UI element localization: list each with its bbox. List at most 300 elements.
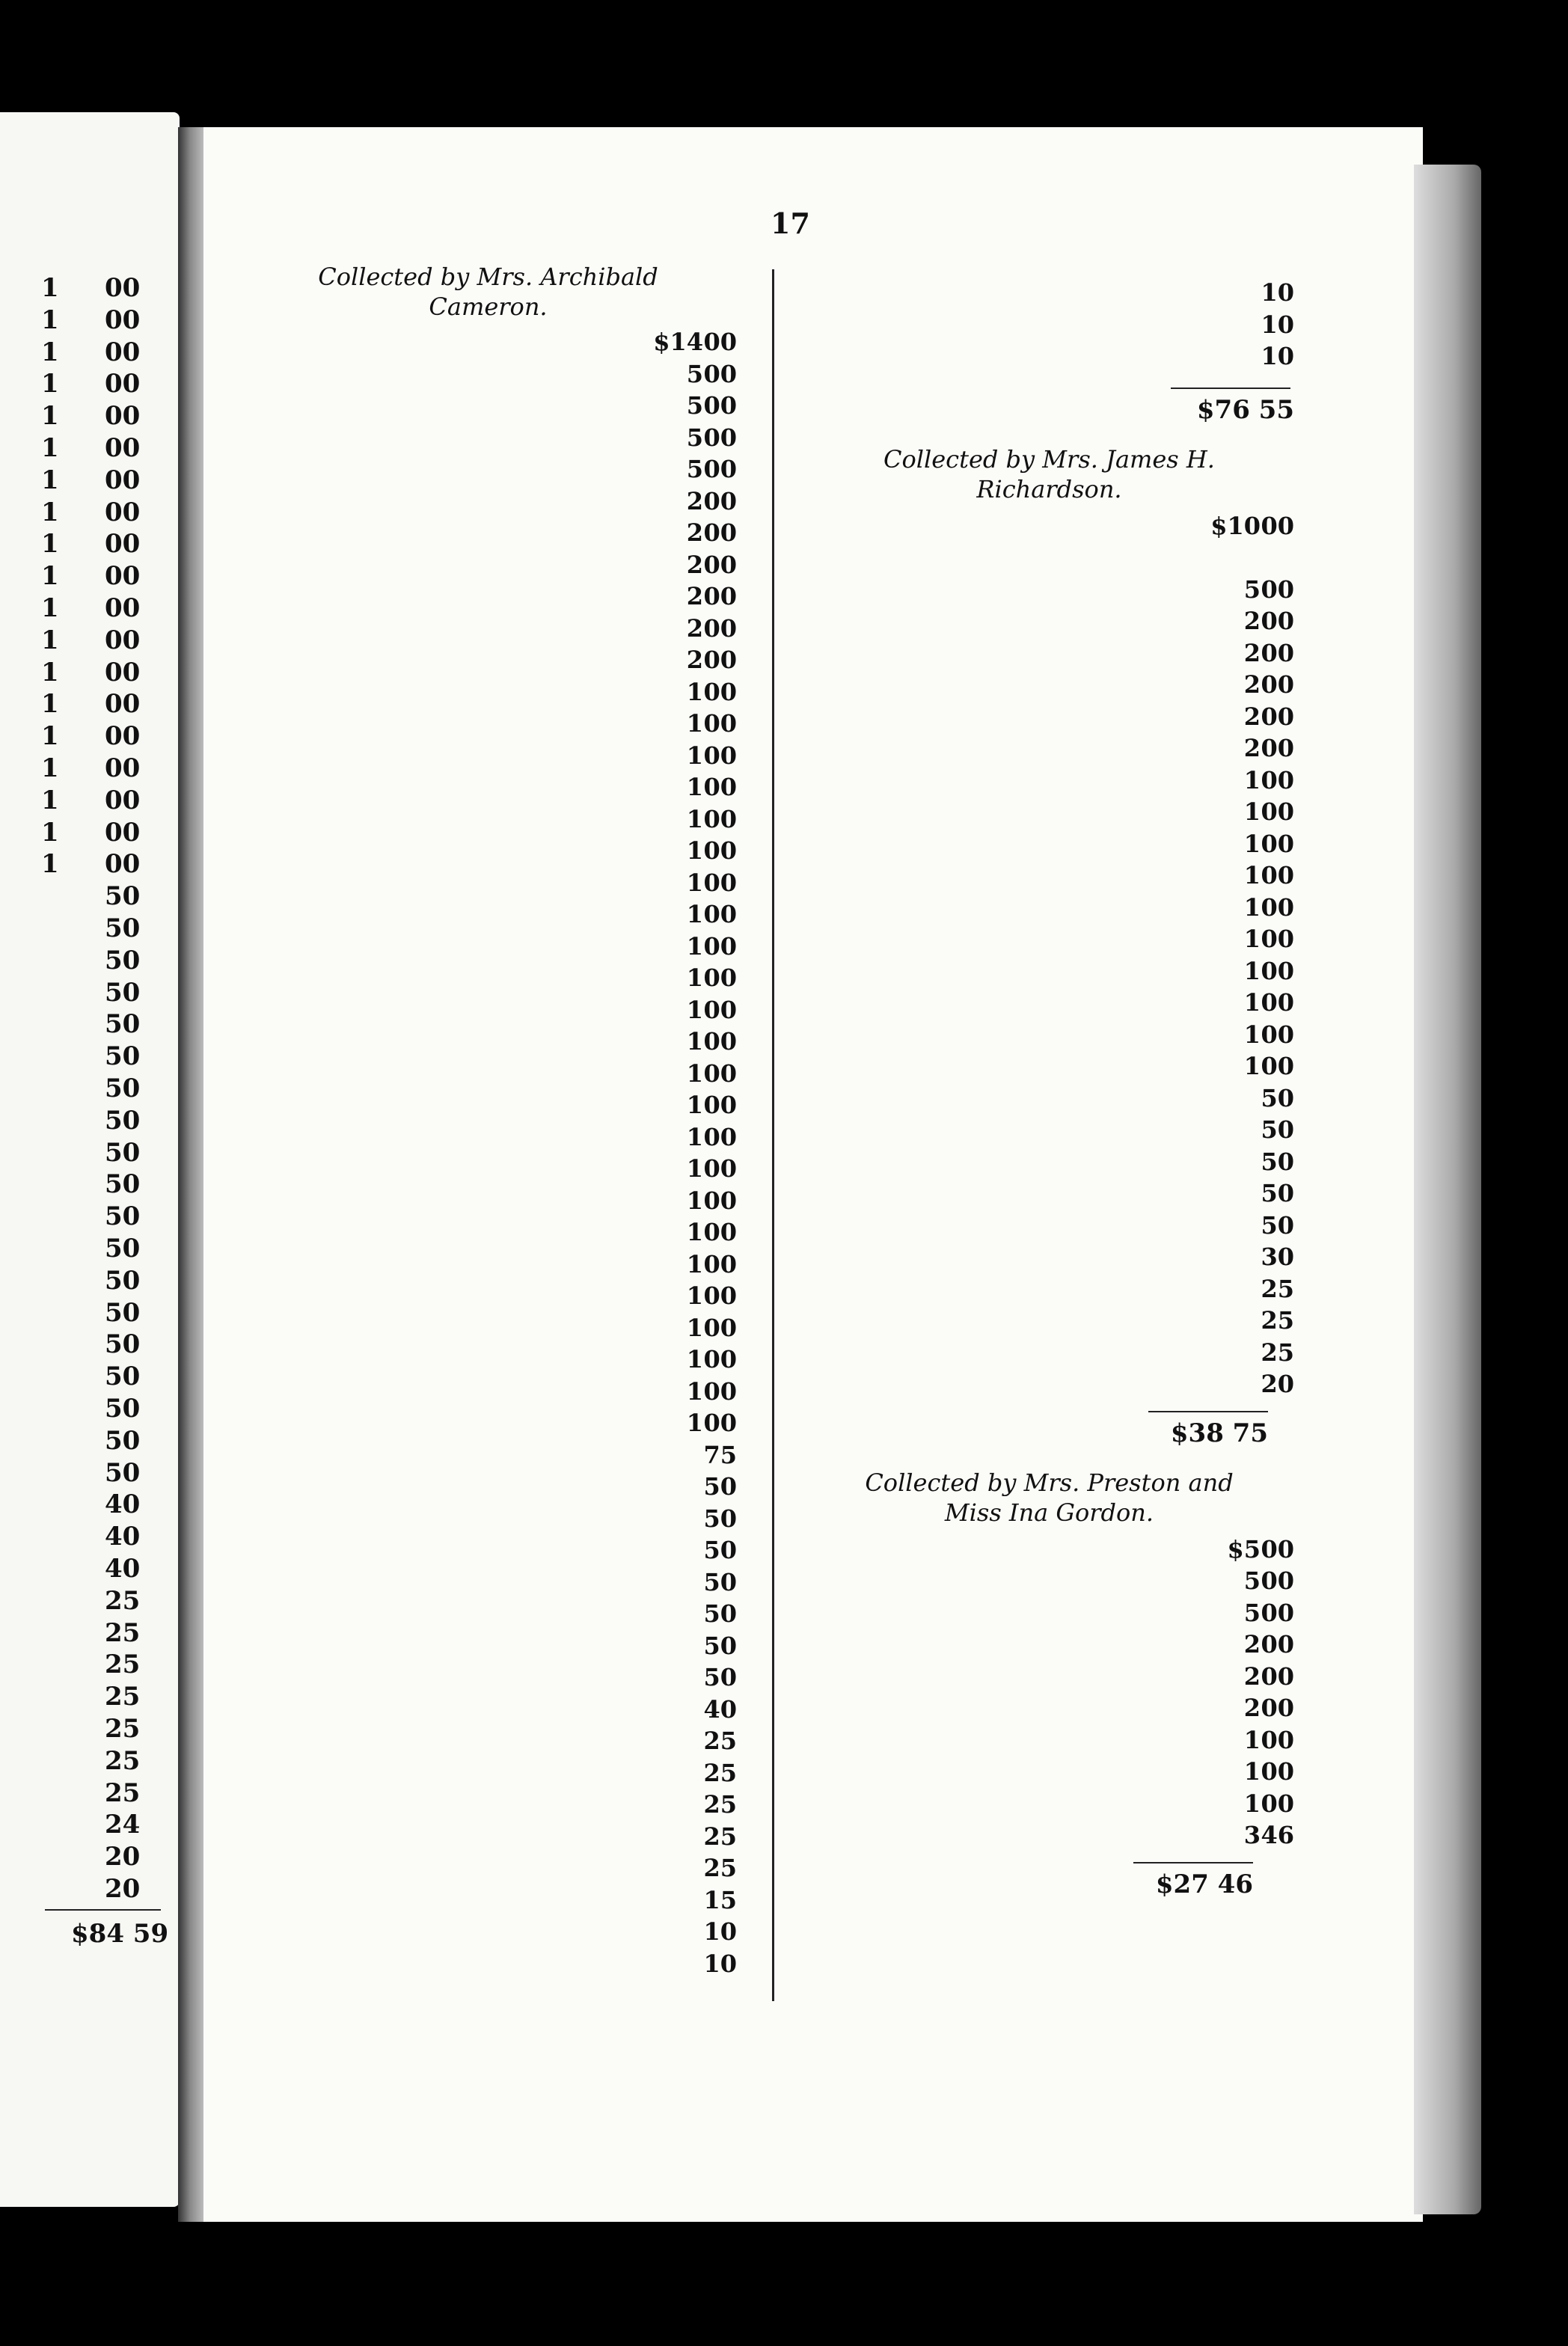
left-amount-cents: 50: [105, 1041, 141, 1072]
left-amount-row: [0, 978, 172, 1009]
amount-cents: 00: [703, 677, 737, 706]
contributor-row: [239, 1153, 737, 1185]
contributor-row: [804, 309, 1294, 341]
left-amount-cents: 50: [105, 881, 141, 912]
amount-dollars: 1: [686, 995, 703, 1024]
left-amount-cents: 25: [105, 1682, 141, 1712]
amount-cents: 00: [1261, 925, 1294, 953]
amount-cents: 50: [1261, 1083, 1294, 1112]
contributor-row: [804, 1692, 1294, 1724]
contributor-row: [239, 931, 737, 963]
left-amount-cents: 00: [105, 273, 141, 303]
left-amount-cents: 50: [105, 945, 141, 976]
amount-dollars: 1: [686, 677, 703, 706]
amount-cents: 50: [703, 1472, 737, 1501]
left-amount-row: [0, 1874, 172, 1905]
amount-dollars: 2: [1243, 638, 1261, 667]
left-amount-cents: 00: [105, 753, 141, 783]
amount-cents: 00: [1261, 1534, 1294, 1564]
amount-cents: 00: [1261, 892, 1294, 922]
left-amount-cents: 00: [105, 849, 141, 880]
amount-cents: 50: [1261, 1210, 1294, 1240]
amount-cents: 00: [703, 1281, 737, 1310]
left-amount-row: [0, 1138, 172, 1169]
contributor-row: [239, 1058, 737, 1090]
amount-cents: 00: [1261, 988, 1294, 1017]
amount-cents: 00: [703, 359, 737, 388]
amount-cents: 00: [1261, 1630, 1294, 1659]
left-amount-row: [0, 1778, 172, 1810]
amount-dollars: 1: [686, 1186, 703, 1215]
left-amount-row: [0, 849, 172, 880]
left-amount-cents: 50: [105, 1457, 141, 1488]
amount-cents: 50: [703, 1631, 737, 1660]
amount-dollars: 5: [1243, 575, 1261, 604]
amount-cents: 25: [703, 1854, 737, 1882]
left-amount-cents: 00: [105, 369, 141, 399]
contributor-row: [239, 708, 737, 740]
contributor-row: [804, 1050, 1294, 1082]
amount-cents: 00: [703, 709, 737, 738]
contributor-row: [804, 605, 1294, 637]
amount-dollars: 5: [686, 423, 703, 452]
contributor-row: [239, 1407, 737, 1439]
amount-cents: 10: [703, 1917, 737, 1946]
contributor-row: [239, 994, 737, 1026]
amount-cents: 00: [703, 931, 737, 961]
amount-cents: 00: [1261, 1725, 1294, 1754]
amount-cents: 00: [1261, 1789, 1294, 1818]
amount-cents: 00: [1261, 734, 1294, 762]
left-amount-cents: 00: [105, 817, 141, 848]
left-amount-dollars: 1: [41, 433, 59, 463]
left-amount-dollars: 1: [41, 561, 59, 592]
left-amount-dollars: 1: [41, 785, 59, 815]
left-amount-row: [0, 1106, 172, 1137]
left-amount-dollars: 1: [41, 721, 59, 752]
amount-cents: 00: [1261, 829, 1294, 858]
left-amount-row: [0, 1041, 172, 1073]
section-heading-preston-gordon: [804, 1468, 1294, 1528]
left-amount-dollars: 1: [41, 593, 59, 623]
contributor-row: [804, 1629, 1294, 1661]
left-amount-row: [0, 1074, 172, 1105]
left-amount-row: [0, 1682, 172, 1713]
amount-cents: 00: [1261, 765, 1294, 794]
left-amount-row: [0, 401, 172, 432]
contributor-row: [239, 1249, 737, 1281]
heading-line-2: Cameron.: [429, 293, 548, 321]
amount-cents: 00: [703, 836, 737, 865]
contributor-row: [804, 1534, 1294, 1566]
left-amount-cents: 00: [105, 433, 141, 463]
amount-dollars: 2: [686, 550, 703, 579]
amount-dollars: 3: [1243, 1821, 1261, 1849]
left-amount-row: [0, 337, 172, 369]
left-amount-row: [0, 1554, 172, 1585]
left-amount-cents: 50: [105, 1362, 141, 1392]
contributor-row: [804, 510, 1294, 542]
left-amount-row: [0, 305, 172, 337]
left-amount-row: [0, 1201, 172, 1233]
left-amount-cents: 00: [105, 465, 141, 495]
left-amount-row: [0, 1009, 172, 1041]
left-amount-cents: 20: [105, 1874, 141, 1904]
contributor-row: [804, 1597, 1294, 1629]
amount-dollars: 1: [686, 964, 703, 992]
contributor-row: [804, 1756, 1294, 1788]
amount-cents: 00: [1261, 1566, 1294, 1595]
contributor-row: [239, 549, 737, 581]
left-amount-cents: 20: [105, 1842, 141, 1872]
amount-dollars: 1: [686, 709, 703, 738]
amount-cents: 50: [703, 1536, 737, 1564]
amount-cents: 10: [703, 1949, 737, 1978]
left-amount-row: [0, 689, 172, 720]
left-total-rule: [45, 1909, 161, 1911]
left-amount-cents: 50: [105, 1425, 141, 1456]
heading-line-1: Collected by Mrs. James H.: [883, 444, 1215, 474]
amount-cents: 00: [703, 741, 737, 770]
amount-dollars: 1: [686, 836, 703, 865]
contributor-row: [239, 867, 737, 899]
amount-dollars: 5: [1243, 1566, 1261, 1595]
contributor-row: [239, 1948, 737, 1980]
amount-dollars: 1: [1243, 988, 1261, 1017]
left-amount-dollars: 1: [41, 273, 59, 303]
contributor-row: [804, 637, 1294, 670]
contributor-row: [804, 1082, 1294, 1115]
left-amount-row: [0, 1586, 172, 1617]
contributor-row: [804, 955, 1294, 987]
contributor-row: [804, 1788, 1294, 1820]
amount-cents: 30: [1261, 1243, 1294, 1271]
amount-cents: 10: [1261, 342, 1294, 370]
amount-dollars: 1: [686, 1249, 703, 1278]
contributor-row: [239, 1344, 737, 1376]
contributor-row: [239, 517, 737, 549]
left-page-total: $84 59: [71, 1919, 169, 1949]
left-amount-row: [0, 658, 172, 689]
amount-dollars: 2: [1243, 734, 1261, 762]
left-amount-dollars: 1: [41, 689, 59, 720]
contributor-row: [804, 1565, 1294, 1597]
left-amount-row: [0, 913, 172, 945]
amount-cents: 00: [1261, 511, 1294, 540]
contributor-row: [804, 796, 1294, 828]
amount-dollars: $10: [1210, 511, 1261, 540]
amount-cents: 00: [703, 328, 737, 356]
amount-dollars: 1: [686, 1154, 703, 1183]
left-amount-row: [0, 273, 172, 304]
left-amount-cents: 24: [105, 1810, 141, 1840]
left-amount-cents: 50: [105, 977, 141, 1008]
contributor-row: [804, 277, 1294, 309]
amount-cents: 00: [703, 1218, 737, 1246]
contributor-row: [804, 987, 1294, 1019]
amount-cents: 25: [703, 1822, 737, 1851]
left-amount-dollars: 1: [41, 497, 59, 527]
left-amount-row: [0, 785, 172, 817]
left-amount-row: [0, 1746, 172, 1777]
contributor-row: [239, 422, 737, 454]
amount-cents: 00: [703, 1409, 737, 1437]
amount-cents: 00: [703, 486, 737, 515]
amount-dollars: 1: [686, 868, 703, 897]
contributor-row: [239, 358, 737, 391]
amount-cents: 50: [703, 1663, 737, 1691]
left-amount-dollars: 1: [41, 529, 59, 560]
contributor-row: [804, 1114, 1294, 1146]
left-amount-row: [0, 1522, 172, 1553]
left-amount-cents: 00: [105, 304, 141, 335]
contributor-row: [239, 1630, 737, 1662]
left-amount-row: [0, 561, 172, 592]
left-amount-cents: 00: [105, 625, 141, 655]
left-amount-cents: 50: [105, 1009, 141, 1040]
amount-dollars: 1: [1243, 765, 1261, 794]
amount-dollars: 5: [1243, 1598, 1261, 1627]
amount-cents: 00: [703, 1027, 737, 1056]
contributor-row: [239, 486, 737, 518]
left-amount-dollars: 1: [41, 465, 59, 495]
contributor-row: [804, 1724, 1294, 1757]
left-amount-dollars: 1: [41, 337, 59, 367]
left-amount-row: [0, 465, 172, 497]
amount-cents: 25: [1261, 1274, 1294, 1303]
left-amount-row: [0, 818, 172, 849]
amount-dollars: 1: [1243, 925, 1261, 953]
amount-cents: 00: [703, 550, 737, 579]
amount-cents: 00: [703, 1186, 737, 1215]
amount-dollars: 1: [1243, 1052, 1261, 1080]
amount-cents: 50: [703, 1599, 737, 1628]
left-amount-cents: 50: [105, 913, 141, 943]
left-amount-cents: 25: [105, 1777, 141, 1808]
contributor-row: [239, 1852, 737, 1884]
contributor-row: [239, 803, 737, 836]
amount-cents: 00: [703, 1122, 737, 1151]
section-heading-archibald-cameron: [239, 262, 737, 322]
amount-cents: 10: [1261, 278, 1294, 307]
amount-cents: 10: [1261, 310, 1294, 339]
contributor-row: [804, 542, 1294, 574]
left-amount-cents: 00: [105, 593, 141, 623]
amount-cents: 00: [703, 1313, 737, 1342]
contributor-row: [804, 892, 1294, 924]
left-amount-row: [0, 1489, 172, 1521]
contributor-row: [239, 1503, 737, 1535]
contributor-row: [804, 860, 1294, 892]
left-amount-row: [0, 1842, 172, 1873]
amount-cents: 00: [703, 455, 737, 483]
amount-cents: 00: [703, 391, 737, 420]
amount-cents: 20: [1261, 1370, 1294, 1398]
amount-cents: 00: [1261, 638, 1294, 667]
amount-cents: 40: [703, 1694, 737, 1724]
amount-cents: 46: [1261, 1821, 1294, 1849]
amount-dollars: 1: [686, 1091, 703, 1119]
amount-cents: 00: [703, 1059, 737, 1088]
amount-dollars: 5: [686, 391, 703, 420]
contributor-row: [239, 1884, 737, 1917]
left-amount-cents: 50: [105, 1297, 141, 1328]
left-amount-row: [0, 1426, 172, 1457]
contributor-row: [804, 1337, 1294, 1369]
amount-cents: 25: [1261, 1338, 1294, 1367]
section-total-3: $27 46: [1155, 1869, 1253, 1899]
column-2: [804, 277, 1294, 1899]
left-amount-dollars: 1: [41, 657, 59, 687]
left-amount-cents: 25: [105, 1745, 141, 1776]
amount-cents: 50: [1261, 1179, 1294, 1207]
amount-cents: 00: [703, 995, 737, 1024]
left-amount-row: [0, 433, 172, 465]
contributor-row: [804, 1661, 1294, 1693]
amount-dollars: 2: [1243, 1662, 1261, 1691]
left-amount-row: [0, 1329, 172, 1361]
left-amount-dollars: 1: [41, 401, 59, 432]
left-amount-cents: 25: [105, 1714, 141, 1744]
left-amount-row: [0, 721, 172, 753]
left-amount-cents: 40: [105, 1522, 141, 1552]
amount-cents: 00: [1261, 861, 1294, 889]
contributor-row: [804, 1146, 1294, 1178]
left-amount-cents: 00: [105, 401, 141, 432]
heading-line-1: Collected by Mrs. Archibald: [318, 263, 658, 291]
amount-dollars: 1: [686, 1281, 703, 1310]
amount-cents: 50: [703, 1504, 737, 1533]
left-amount-row: [0, 497, 172, 529]
left-amount-dollars: 1: [41, 817, 59, 848]
left-amount-row: [0, 881, 172, 913]
amount-cents: 00: [703, 868, 737, 897]
left-amount-cents: 50: [105, 1234, 141, 1264]
amount-cents: 00: [1261, 1757, 1294, 1786]
contributor-list-cameron: [239, 326, 737, 1979]
amount-cents: 00: [703, 1345, 737, 1373]
contributor-row: [239, 613, 737, 645]
amount-dollars: 1: [1243, 892, 1261, 922]
left-amount-dollars: 1: [41, 369, 59, 399]
left-amount-cents: 00: [105, 721, 141, 752]
amount-cents: 00: [1261, 956, 1294, 985]
contributor-row: [804, 732, 1294, 765]
amount-dollars: 1: [686, 1218, 703, 1246]
amount-cents: 25: [703, 1790, 737, 1819]
left-amount-cents: 00: [105, 561, 141, 592]
amount-dollars: 1: [686, 900, 703, 928]
left-amount-row: [0, 1298, 172, 1329]
left-amount-cents: 00: [105, 657, 141, 687]
left-amount-cents: 40: [105, 1489, 141, 1520]
amount-cents: 25: [703, 1758, 737, 1787]
amount-dollars: 2: [686, 486, 703, 515]
contributor-row: [804, 340, 1294, 373]
contributor-row: [804, 828, 1294, 860]
contributor-row: [239, 1534, 737, 1566]
contributor-row: [239, 1312, 737, 1344]
contributor-row: [239, 1757, 737, 1789]
contributor-list-richardson: [804, 510, 1294, 1400]
left-amount-dollars: 1: [41, 304, 59, 335]
amount-cents: 00: [703, 646, 737, 674]
amount-dollars: $14: [653, 328, 703, 356]
amount-dollars: 1: [686, 804, 703, 833]
amount-dollars: 1: [1243, 797, 1261, 826]
amount-cents: 00: [1261, 702, 1294, 731]
amount-dollars: 1: [686, 1122, 703, 1151]
left-amount-row: [0, 1234, 172, 1265]
amount-cents: 00: [1261, 1020, 1294, 1049]
amount-cents: 00: [703, 804, 737, 833]
amount-cents: 00: [703, 773, 737, 801]
heading-line-2: Miss Ina Gordon.: [944, 1498, 1154, 1527]
amount-cents: 00: [1261, 1694, 1294, 1722]
contributor-row: [804, 765, 1294, 797]
left-amount-row: [0, 1362, 172, 1393]
amount-cents: 00: [1261, 670, 1294, 699]
left-amount-cents: 50: [105, 1137, 141, 1168]
amount-cents: 00: [1261, 1598, 1294, 1627]
left-amount-cents: 25: [105, 1585, 141, 1616]
amount-dollars: 2: [1243, 1630, 1261, 1659]
contributor-row: [239, 1566, 737, 1599]
contributor-row: [804, 1177, 1294, 1210]
contributor-row: [804, 1273, 1294, 1305]
amount-cents: 00: [1261, 607, 1294, 635]
contributor-list-continued: [804, 277, 1294, 373]
contributor-row: [239, 771, 737, 803]
amount-dollars: 1: [1243, 1789, 1261, 1818]
amount-cents: 25: [1261, 1306, 1294, 1335]
contributor-row: [239, 1789, 737, 1821]
left-amount-cents: 25: [105, 1650, 141, 1680]
contributor-row: [239, 1121, 737, 1154]
amount-cents: 00: [1261, 575, 1294, 604]
contributor-row: [804, 1241, 1294, 1273]
amount-dollars: 2: [686, 613, 703, 643]
amount-dollars: 1: [686, 1313, 703, 1342]
left-amount-dollars: 1: [41, 753, 59, 783]
contributor-row: [239, 1471, 737, 1503]
left-amount-row: [0, 593, 172, 625]
contributor-row: [239, 835, 737, 867]
amount-dollars: 2: [1243, 1694, 1261, 1722]
left-amount-cents: 00: [105, 529, 141, 560]
amount-dollars: 1: [1243, 1757, 1261, 1786]
column-divider: [772, 269, 774, 2001]
total-rule-1: [1171, 388, 1290, 389]
amount-dollars: 1: [1243, 861, 1261, 889]
contributor-row: [239, 1662, 737, 1694]
contributor-row: [804, 574, 1294, 606]
page-number: 17: [771, 206, 810, 240]
amount-dollars: 5: [686, 455, 703, 483]
left-amount-row: [0, 1394, 172, 1425]
contributor-row: [239, 898, 737, 931]
column-1: [239, 262, 737, 1979]
left-amount-row: [0, 1169, 172, 1201]
left-amount-cents: 25: [105, 1617, 141, 1648]
left-amount-cents: 00: [105, 785, 141, 815]
amount-dollars: 1: [686, 1409, 703, 1437]
amount-cents: 00: [703, 1249, 737, 1278]
left-amount-row: [0, 946, 172, 977]
section-heading-richardson: [804, 444, 1294, 504]
left-amount-row: [0, 529, 172, 560]
amount-cents: 15: [703, 1885, 737, 1914]
